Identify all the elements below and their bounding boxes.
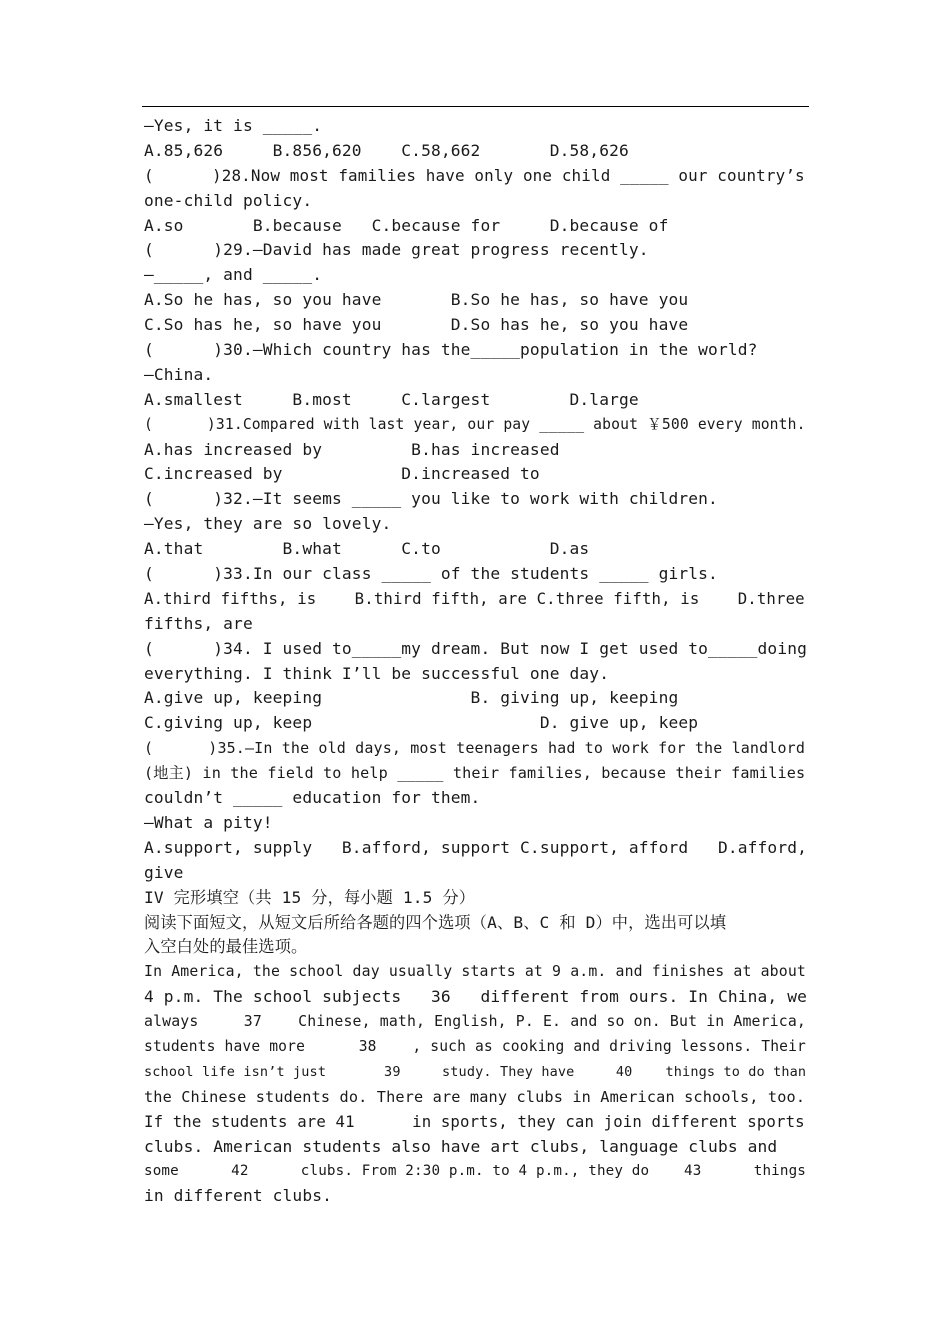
text-line-9: C.So has he, so have you D.So has he, so you have [144,315,689,335]
text-line-35: In America, the school day usually starts at 9 a.m. and finishes at about [144,963,806,981]
text-line-30: A.support, supply B.afford, support C.support, afford D.afford, [144,837,808,857]
text-line-42: clubs. American students also have art clubs, language clubs and [144,1136,778,1156]
text-line-11: —China. [144,364,214,384]
text-line-36: 4 p.m. The school subjects 36 different from ours. In China, we [144,987,808,1007]
text-line-32: IV 完形填空（共 15 分，每小题 1.5 分） [144,887,476,907]
text-line-10: ( )30.—Which country has the_____population in the world? [144,340,758,360]
text-line-19: ( )33.In our class _____ of the students _____ girls. [144,564,718,584]
text-line-29: —What a pity! [144,812,273,832]
text-line-24: A.give up, keeping B. giving up, keeping [144,688,679,708]
text-line-22: ( )34. I used to_____my dream. But now I get used to_____doing [144,638,808,658]
text-line-37: always 37 Chinese, math, English, P. E. and so on. But in America, [144,1013,806,1031]
text-line-3: ( )28.Now most families have only one child _____ our country’s [144,165,805,185]
text-line-23: everything. I think I’ll be successful one day. [144,663,610,683]
header-rule [142,106,809,107]
text-line-13: ( )31.Compared with last year, our pay _____ about ￥500 every month. [144,415,806,433]
text-line-41: If the students are 41 in sports, they can join different sports [144,1111,805,1131]
text-line-43: some 42 clubs. From 2:30 p.m. to 4 p.m., they do 43 things [144,1163,806,1180]
text-line-40: the Chinese students do. There are many clubs in American schools, too. [144,1087,806,1106]
document-body [144,114,808,1209]
text-line-4: one-child policy. [144,190,313,210]
text-line-7: —_____, and _____. [144,265,323,285]
text-line-21: fifths, are [144,613,253,633]
text-line-6: ( )29.—David has made great progress recently. [144,240,649,260]
text-line-12: A.smallest B.most C.largest D.large [144,389,639,409]
text-line-17: —Yes, they are so lovely. [144,514,392,534]
text-line-33: 阅读下面短文，从短文后所给各题的四个选项（A、B、C 和 D）中，选出可以填 [144,912,727,932]
text-line-44: in different clubs. [144,1186,333,1206]
text-line-39: school life isn’t just 39 study. They have 40 things to do than [144,1063,807,1080]
text-line-15: C.increased by D.increased to [144,464,540,484]
text-line-38: students have more 38 , such as cooking and driving lessons. Their [144,1037,806,1055]
text-line-34: 入空白处的最佳选项。 [144,937,308,957]
text-line-31: give [144,862,184,882]
text-line-1: —Yes, it is _____. [144,116,323,135]
text-line-5: A.so B.because C.because for D.because of [144,215,669,235]
text-line-14: A.has increased by B.has increased [144,439,560,459]
text-line-16: ( )32.—It seems _____ you like to work with children. [144,489,718,509]
text-line-20: A.third fifths, is B.third fifth, are C.three fifth, is D.three [144,588,805,608]
text-line-2: A.85,626 B.856,620 C.58,662 D.58,626 [144,140,629,160]
text-line-25: C.giving up, keep D. give up, keep [144,713,699,733]
text-line-27: (地主) in the field to help _____ their families, because their families [144,764,806,783]
text-line-26: ( )35.—In the old days, most teenagers had to work for the landlord [144,739,806,758]
text-line-18: A.that B.what C.to D.as [144,539,590,559]
text-line-28: couldn’t _____ education for them. [144,788,481,808]
text-line-8: A.So he has, so you have B.So he has, so have you [144,290,689,310]
